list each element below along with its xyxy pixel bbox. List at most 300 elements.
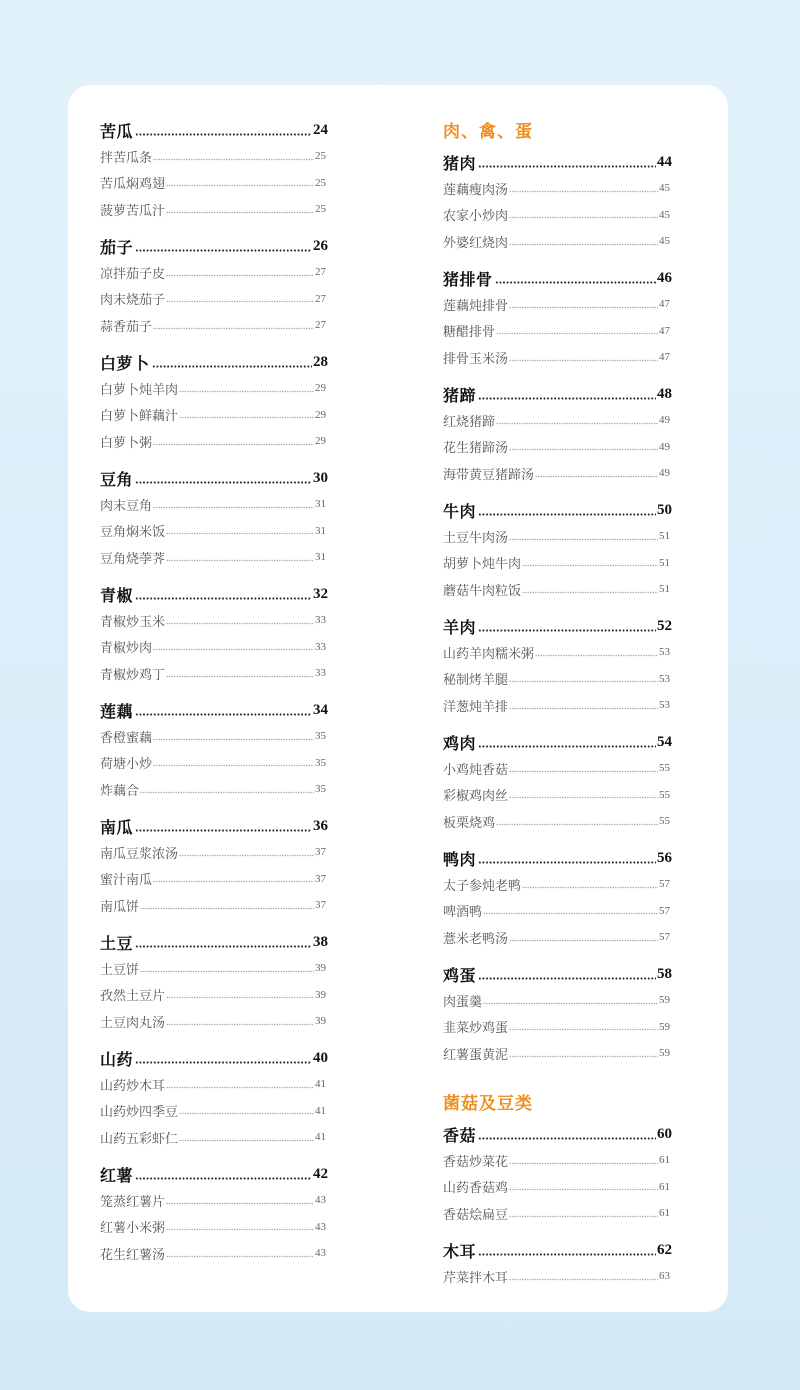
dot-leader [153, 443, 314, 446]
entry-page: 61 [659, 1154, 670, 1167]
entry-page: 31 [315, 551, 326, 564]
section-page: 40 [313, 1049, 328, 1066]
toc-section-heading [100, 581, 328, 607]
entry-page: 41 [315, 1078, 326, 1091]
entry-title: 豆角焖米饭 [100, 524, 166, 540]
toc-group [100, 813, 328, 929]
dot-leader [478, 165, 656, 168]
toc-entry [100, 776, 328, 803]
dot-leader [496, 332, 658, 335]
toc-entry [100, 866, 328, 893]
toc-entry [443, 576, 672, 603]
entry-title: 蒜香茄子 [100, 318, 153, 334]
entry-page: 27 [315, 319, 326, 332]
toc-entry [100, 1124, 328, 1151]
section-page: 62 [657, 1241, 672, 1258]
entry-title: 板栗烧鸡 [443, 814, 496, 830]
toc-group [100, 233, 328, 349]
toc-entry [100, 1008, 328, 1035]
dot-leader [166, 211, 314, 214]
toc-entry [443, 523, 672, 550]
dot-leader [179, 1139, 314, 1142]
dot-leader [509, 1188, 658, 1191]
toc-group [100, 117, 328, 233]
section-page: 42 [313, 1165, 328, 1182]
toc-section-heading [100, 233, 328, 259]
dot-leader [495, 281, 656, 284]
toc-group [443, 729, 672, 845]
toc-entry [100, 375, 328, 402]
dot-leader [522, 591, 658, 594]
entry-title: 花生红薯汤 [100, 1246, 166, 1262]
dot-leader [135, 829, 312, 832]
dot-leader [522, 886, 658, 889]
entry-title: 炸藕合 [100, 782, 140, 798]
toc-entry [100, 607, 328, 634]
entry-title: 蘑菇牛肉粒饭 [443, 582, 522, 598]
entry-page: 55 [659, 788, 670, 801]
dot-leader [509, 707, 658, 710]
entry-title: 土豆肉丸汤 [100, 1014, 166, 1030]
entry-page: 43 [315, 1194, 326, 1207]
dot-leader [153, 880, 314, 883]
section-title: 猪肉 [443, 155, 477, 173]
toc-section-heading [443, 265, 672, 291]
dot-leader [478, 1253, 656, 1256]
toc-entry [443, 344, 672, 371]
entry-page: 37 [315, 846, 326, 859]
dot-leader [179, 416, 314, 419]
entry-page: 43 [315, 1220, 326, 1233]
entry-page: 49 [659, 414, 670, 427]
entry-title: 海带黄豆猪蹄汤 [443, 466, 535, 482]
dot-leader [140, 907, 314, 910]
section-page: 44 [657, 153, 672, 170]
entry-page: 45 [659, 182, 670, 195]
entry-page: 55 [659, 815, 670, 828]
entry-title: 小鸡炖香菇 [443, 761, 509, 777]
entry-title: 红烧猪蹄 [443, 413, 496, 429]
entry-page: 57 [659, 878, 670, 891]
entry-title: 土豆饼 [100, 961, 140, 977]
entry-page: 33 [315, 640, 326, 653]
entry-page: 41 [315, 1104, 326, 1117]
section-page: 36 [313, 817, 328, 834]
entry-page: 51 [659, 583, 670, 596]
section-title: 香菇 [443, 1127, 477, 1145]
toc-section-heading [100, 349, 328, 375]
entry-title: 山药炒四季豆 [100, 1104, 179, 1120]
section-title: 青椒 [100, 587, 134, 605]
toc-entry [443, 639, 672, 666]
toc-group [443, 1121, 672, 1237]
category-heading: 肉、禽、蛋 [443, 122, 533, 141]
dot-leader [153, 158, 314, 161]
entry-page: 39 [315, 1015, 326, 1028]
dot-leader [166, 274, 314, 277]
dot-leader [478, 397, 656, 400]
dot-leader [166, 996, 314, 999]
entry-title: 外婆红烧肉 [443, 234, 509, 250]
dot-leader [509, 1028, 658, 1031]
dot-leader [496, 422, 658, 425]
toc-entry [100, 750, 328, 777]
entry-page: 25 [315, 150, 326, 163]
dot-leader [166, 675, 314, 678]
entry-page: 57 [659, 931, 670, 944]
entry-page: 31 [315, 524, 326, 537]
toc-entry [100, 518, 328, 545]
toc-group [100, 697, 328, 813]
toc-entry [443, 228, 672, 255]
dot-leader [166, 1086, 314, 1089]
section-page: 48 [657, 385, 672, 402]
dot-leader [509, 359, 658, 362]
toc-entry [443, 460, 672, 487]
toc-entry [100, 544, 328, 571]
entry-title: 青椒炒鸡丁 [100, 666, 166, 682]
entry-title: 笼蒸红薯片 [100, 1193, 166, 1209]
dot-leader [140, 791, 314, 794]
toc-entry [100, 491, 328, 518]
toc-entry [100, 723, 328, 750]
entry-page: 27 [315, 292, 326, 305]
entry-title: 芹菜拌木耳 [443, 1269, 509, 1285]
entry-page: 57 [659, 904, 670, 917]
toc-entry [100, 428, 328, 455]
toc-section-heading [443, 1237, 672, 1263]
toc-section-heading [443, 1121, 672, 1147]
section-page: 26 [313, 237, 328, 254]
dot-leader [135, 133, 312, 136]
toc-entry [100, 634, 328, 661]
entry-title: 土豆牛肉汤 [443, 529, 509, 545]
dot-leader [135, 713, 312, 716]
section-title: 苦瓜 [100, 123, 134, 141]
toc-section-heading [100, 117, 328, 143]
entry-page: 27 [315, 266, 326, 279]
entry-title: 韭菜炒鸡蛋 [443, 1020, 509, 1036]
toc-entry [443, 898, 672, 925]
dot-leader [135, 1177, 312, 1180]
entry-page: 35 [315, 730, 326, 743]
entry-title: 青椒炒肉 [100, 640, 153, 656]
dot-leader [166, 300, 314, 303]
entry-page: 53 [659, 646, 670, 659]
entry-title: 肉末烧茄子 [100, 292, 166, 308]
section-page: 50 [657, 501, 672, 518]
dot-leader [496, 823, 658, 826]
entry-page: 25 [315, 203, 326, 216]
toc-group [443, 381, 672, 497]
dot-leader [509, 448, 658, 451]
section-page: 56 [657, 849, 672, 866]
toc-entry [100, 402, 328, 429]
entry-title: 太子参炖老鸭 [443, 877, 522, 893]
toc-entry [443, 755, 672, 782]
entry-page: 29 [315, 382, 326, 395]
entry-page: 29 [315, 435, 326, 448]
entry-title: 花生猪蹄汤 [443, 440, 509, 456]
contents-column-right [443, 118, 672, 1290]
toc-group [100, 1161, 328, 1277]
section-title: 南瓜 [100, 819, 134, 837]
section-page: 34 [313, 701, 328, 718]
dot-leader [509, 1055, 658, 1058]
entry-page: 37 [315, 872, 326, 885]
toc-entry [443, 318, 672, 345]
section-page: 46 [657, 269, 672, 286]
section-title: 土豆 [100, 935, 134, 953]
entry-page: 51 [659, 556, 670, 569]
toc-entry [443, 550, 672, 577]
section-title: 牛肉 [443, 503, 477, 521]
dot-leader [152, 365, 312, 368]
toc-entry [100, 196, 328, 223]
toc-entry [443, 1174, 672, 1201]
section-title: 鸭肉 [443, 851, 477, 869]
entry-page: 49 [659, 440, 670, 453]
entry-page: 25 [315, 176, 326, 189]
entry-page: 59 [659, 1047, 670, 1060]
toc-entry [443, 987, 672, 1014]
dot-leader [509, 243, 658, 246]
entry-page: 47 [659, 351, 670, 364]
toc-entry [443, 782, 672, 809]
entry-page: 51 [659, 530, 670, 543]
toc-group [100, 1045, 328, 1161]
section-page: 58 [657, 965, 672, 982]
dot-leader [135, 945, 312, 948]
dot-leader [478, 1137, 656, 1140]
toc-entry [100, 259, 328, 286]
section-title: 鸡肉 [443, 735, 477, 753]
toc-group [443, 961, 672, 1077]
entry-title: 山药羊肉糯米粥 [443, 645, 535, 661]
entry-page: 39 [315, 988, 326, 1001]
section-page: 38 [313, 933, 328, 950]
toc-group [443, 265, 672, 381]
toc-entry [443, 1200, 672, 1227]
dot-leader [478, 861, 656, 864]
entry-page: 53 [659, 699, 670, 712]
section-title: 羊肉 [443, 619, 477, 637]
entry-title: 苦瓜焖鸡翅 [100, 176, 166, 192]
entry-title: 青椒炒玉米 [100, 613, 166, 629]
entry-title: 香菇炒菜花 [443, 1153, 509, 1169]
toc-entry [443, 407, 672, 434]
dot-leader [135, 597, 312, 600]
dot-leader [179, 390, 314, 393]
toc-entry [443, 924, 672, 951]
entry-title: 孜然土豆片 [100, 988, 166, 1004]
toc-section-heading [100, 929, 328, 955]
dot-leader [535, 475, 658, 478]
dot-leader [509, 190, 658, 193]
toc-section-heading [443, 845, 672, 871]
entry-page: 33 [315, 667, 326, 680]
contents-column-left [100, 117, 328, 1277]
dot-leader [478, 513, 656, 516]
toc-group [100, 465, 328, 581]
entry-page: 53 [659, 672, 670, 685]
toc-section-heading [100, 1161, 328, 1187]
toc-section-heading [443, 961, 672, 987]
dot-leader [153, 506, 314, 509]
toc-group [443, 1237, 672, 1290]
dot-leader [478, 629, 656, 632]
entry-page: 61 [659, 1207, 670, 1220]
section-title: 鸡蛋 [443, 967, 477, 985]
dot-leader [166, 559, 314, 562]
entry-title: 莲藕炖排骨 [443, 297, 509, 313]
toc-section-heading [100, 1045, 328, 1071]
toc-section-heading [100, 813, 328, 839]
toc-section-heading [443, 497, 672, 523]
entry-page: 33 [315, 614, 326, 627]
toc-entry [100, 170, 328, 197]
entry-page: 37 [315, 899, 326, 912]
dot-leader [509, 796, 658, 799]
toc-group [100, 349, 328, 465]
dot-leader [166, 1255, 314, 1258]
toc-entry [443, 808, 672, 835]
dot-leader [166, 622, 314, 625]
entry-title: 彩椒鸡肉丝 [443, 788, 509, 804]
entry-page: 45 [659, 208, 670, 221]
toc-group [443, 613, 672, 729]
section-page: 24 [313, 121, 328, 138]
entry-title: 山药香菇鸡 [443, 1180, 509, 1196]
toc-entry [443, 434, 672, 461]
entry-title: 胡萝卜炖牛肉 [443, 556, 522, 572]
section-title: 豆角 [100, 471, 134, 489]
entry-title: 香橙蜜藕 [100, 729, 153, 745]
dot-leader [509, 770, 658, 773]
toc-entry [100, 839, 328, 866]
entry-title: 洋葱炖羊排 [443, 698, 509, 714]
entry-page: 29 [315, 408, 326, 421]
toc-entry [100, 982, 328, 1009]
toc-section-heading [100, 697, 328, 723]
dot-leader [153, 764, 314, 767]
entry-title: 薏米老鸭汤 [443, 930, 509, 946]
toc-entry [443, 1040, 672, 1067]
dot-leader [509, 939, 658, 942]
section-title: 莲藕 [100, 703, 134, 721]
section-page: 52 [657, 617, 672, 634]
section-page: 30 [313, 469, 328, 486]
entry-title: 红薯蛋黄泥 [443, 1046, 509, 1062]
entry-page: 35 [315, 756, 326, 769]
toc-entry [443, 692, 672, 719]
entry-title: 农家小炒肉 [443, 208, 509, 224]
dot-leader [509, 1215, 658, 1218]
category-heading: 菌菇及豆类 [443, 1094, 533, 1113]
dot-leader [509, 680, 658, 683]
contents-card [68, 85, 728, 1312]
dot-leader [478, 977, 656, 980]
entry-page: 59 [659, 1020, 670, 1033]
toc-group [443, 497, 672, 613]
toc-section-heading [443, 729, 672, 755]
toc-entry [443, 1147, 672, 1174]
toc-entry [100, 1071, 328, 1098]
entry-title: 排骨玉米汤 [443, 350, 509, 366]
toc-entry [443, 175, 672, 202]
entry-title: 白萝卜鲜藕汁 [100, 408, 179, 424]
toc-section-heading [443, 613, 672, 639]
dot-leader [509, 216, 658, 219]
section-title: 红薯 [100, 1167, 134, 1185]
entry-title: 白萝卜炖羊肉 [100, 381, 179, 397]
dot-leader [483, 912, 658, 915]
toc-section-heading [100, 465, 328, 491]
entry-title: 香菇烩扁豆 [443, 1206, 509, 1222]
dot-leader [509, 538, 658, 541]
toc-entry [100, 1098, 328, 1125]
section-page: 60 [657, 1125, 672, 1142]
dot-leader [166, 1228, 314, 1231]
toc-group [100, 929, 328, 1045]
entry-title: 南瓜饼 [100, 898, 140, 914]
dot-leader [153, 327, 314, 330]
dot-leader [509, 1162, 658, 1165]
dot-leader [478, 745, 656, 748]
toc-group [443, 845, 672, 961]
entry-title: 豆角烧荸荠 [100, 550, 166, 566]
entry-page: 39 [315, 962, 326, 975]
entry-title: 菠萝苦瓜汁 [100, 202, 166, 218]
dot-leader [166, 1202, 314, 1205]
entry-title: 莲藕瘦肉汤 [443, 181, 509, 197]
entry-title: 啤酒鸭 [443, 904, 483, 920]
section-title: 猪排骨 [443, 271, 493, 289]
section-page: 28 [313, 353, 328, 370]
toc-entry [100, 660, 328, 687]
toc-section-heading [443, 381, 672, 407]
entry-page: 47 [659, 324, 670, 337]
dot-leader [535, 654, 658, 657]
entry-title: 肉末豆角 [100, 497, 153, 513]
section-title: 白萝卜 [100, 355, 150, 373]
section-page: 54 [657, 733, 672, 750]
toc-entry [100, 955, 328, 982]
toc-group [443, 149, 672, 265]
dot-leader [179, 854, 314, 857]
entry-page: 41 [315, 1131, 326, 1144]
entry-page: 49 [659, 467, 670, 480]
toc-entry [443, 291, 672, 318]
toc-group [100, 581, 328, 697]
toc-entry [100, 1240, 328, 1267]
dot-leader [153, 738, 314, 741]
dot-leader [166, 1023, 314, 1026]
section-title: 木耳 [443, 1243, 477, 1261]
toc-entry [443, 666, 672, 693]
toc-entry [100, 312, 328, 339]
entry-page: 61 [659, 1180, 670, 1193]
entry-title: 荷塘小炒 [100, 756, 153, 772]
dot-leader [135, 481, 312, 484]
entry-page: 59 [659, 994, 670, 1007]
toc-entry [100, 892, 328, 919]
dot-leader [153, 648, 314, 651]
toc-entry [100, 143, 328, 170]
dot-leader [166, 532, 314, 535]
section-title: 猪蹄 [443, 387, 477, 405]
entry-title: 糖醋排骨 [443, 324, 496, 340]
